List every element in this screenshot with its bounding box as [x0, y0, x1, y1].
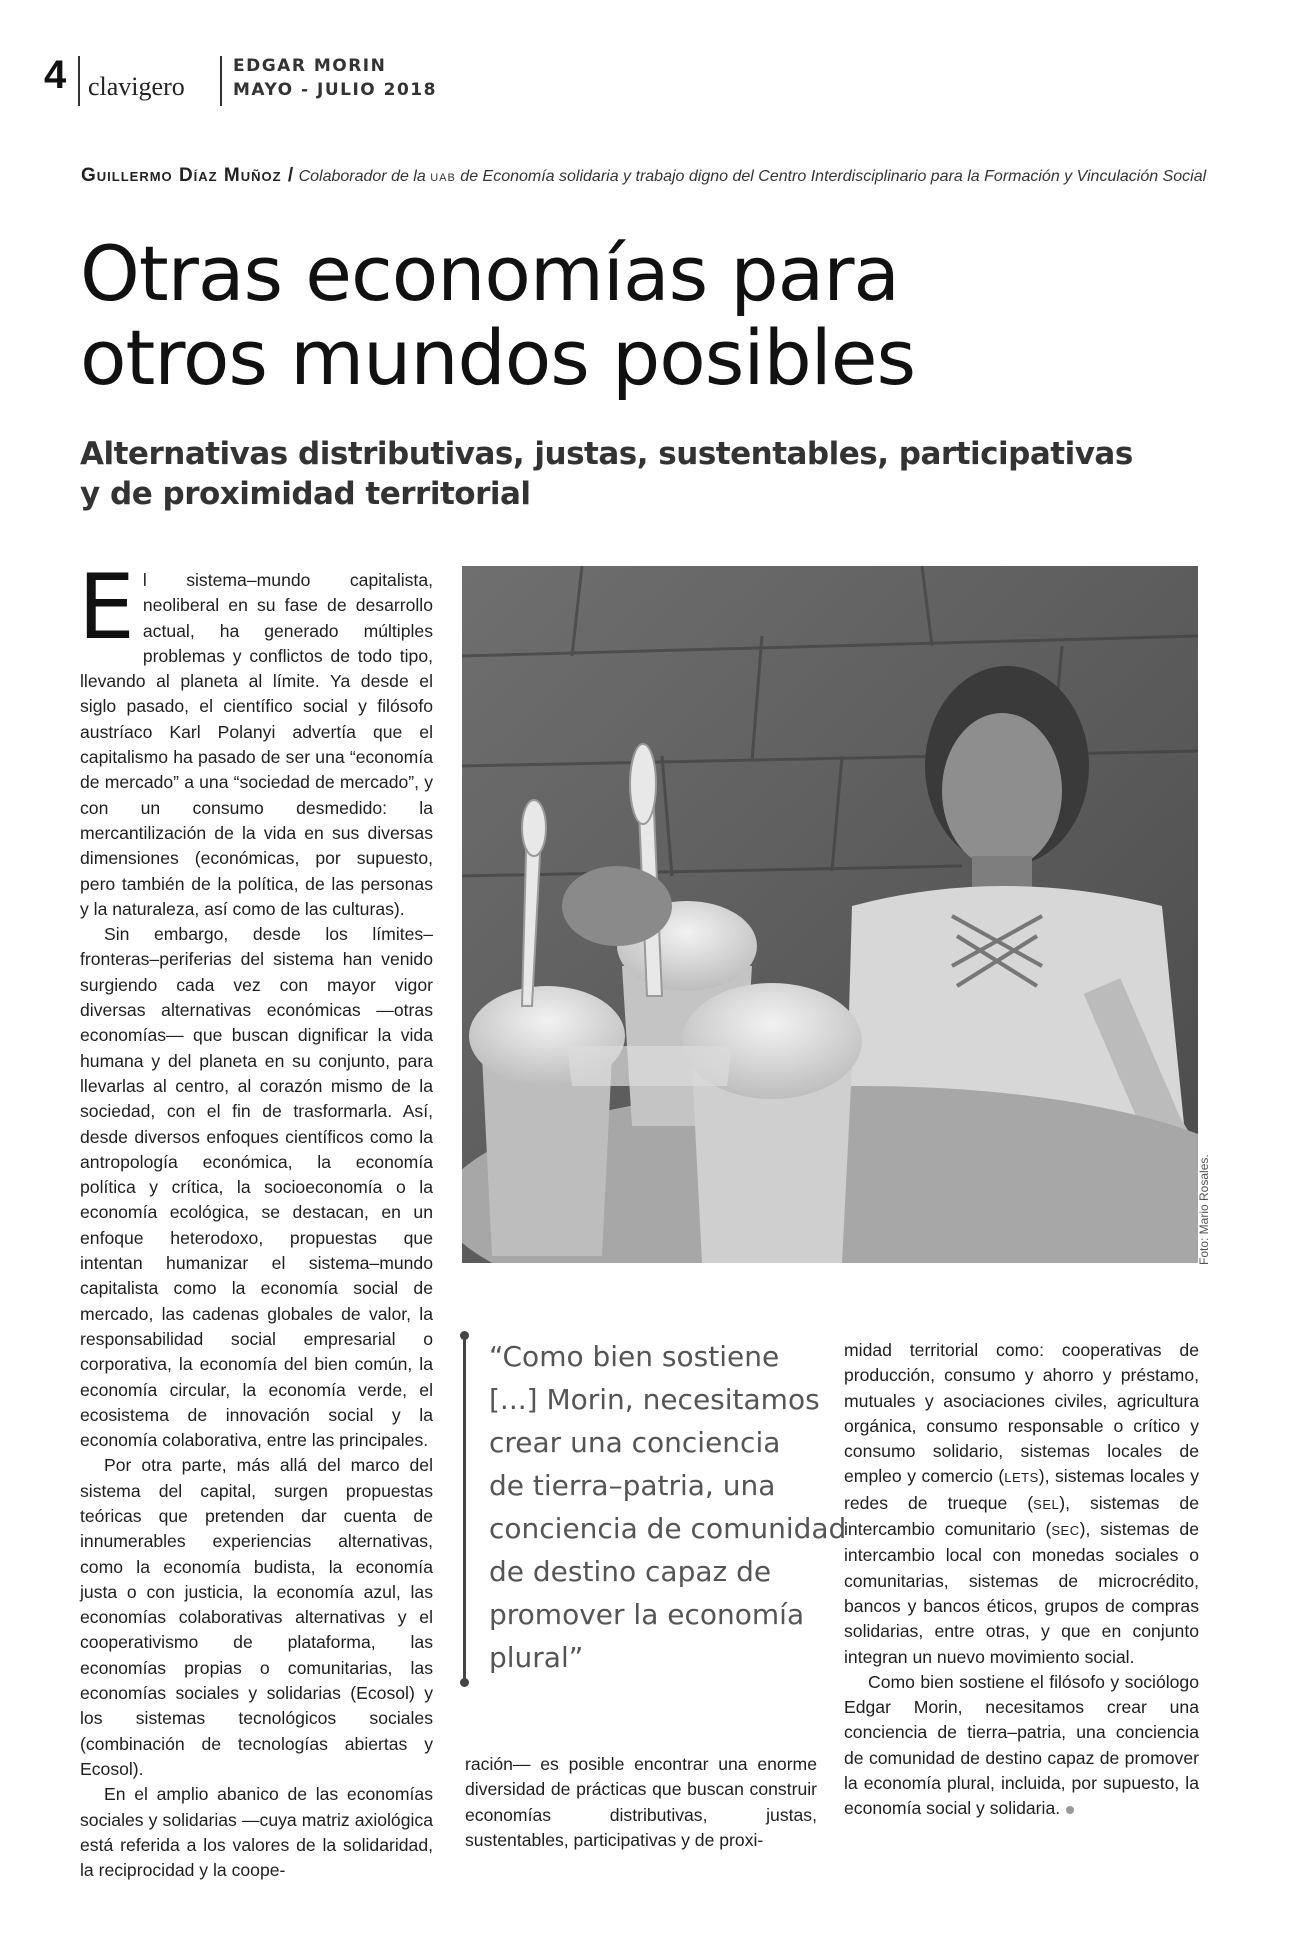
author-name: Guillermo Díaz Muñoz / — [81, 165, 295, 186]
page-number: 4 — [44, 53, 67, 97]
quote-line: conciencia de comunidad — [489, 1512, 847, 1545]
body-column-1 — [78, 555, 433, 1883]
pull-quote — [489, 1335, 847, 1679]
paragraph — [844, 1670, 1199, 1822]
author-role — [299, 168, 1207, 185]
header-divider — [220, 56, 222, 106]
byline — [81, 165, 1211, 189]
paragraph — [78, 555, 433, 922]
paragraph-text: l sistema–mundo capitalista, neoliberal en su fase de desarrollo actual, ha generado múltiples problemas y conflictos de todo tipo, llevando al planeta al límite. Ya desde el siglo pasado, el científico social y filósofo austríaco Karl Polanyi advertía que el capitalismo ha pasado de ser una “economía de mercado” a una “sociedad de mercado”, y con un consumo desmedido: la mercantilización de la vida en sus diversas dimensiones (económicas, por supuesto, pero también de la política, de las personas y la naturaleza, así como de las culturas). — [80, 570, 433, 919]
role-part-1: Colaborador de la — [298, 168, 426, 185]
paragraph-text: ), sistemas de intercambio local con monedas sociales o comunitarias, sistemas de microcrédito, bancos y bancos éticos, grupos de compras solidarias, entre otras, y que en conjunto integran un nuevo movimiento social. — [844, 1519, 1199, 1667]
issue-date: MAYO - JULIO 2018 — [233, 80, 437, 100]
end-of-article-icon — [1066, 1806, 1074, 1814]
subtitle-line-2: y de proximidad territorial — [80, 476, 531, 512]
section-name: EDGAR MORIN — [233, 56, 387, 76]
article-subtitle — [80, 434, 1133, 514]
quote-line: plural” — [489, 1641, 584, 1674]
photo-credit: Foto: Mario Rosales. — [1197, 1154, 1211, 1265]
article-photo — [462, 566, 1198, 1263]
role-part-2: de Economía solidaria y trabajo digno del Centro Interdisciplinario para la Formación y Vinculación Social — [460, 168, 1207, 185]
paragraph: ración— es posible encontrar una enorme diversidad de prácticas que buscan construir economías distributivas, justas, sustentables, participativas y de proxi- — [465, 1754, 817, 1850]
acronym-sel: SEL — [1033, 1496, 1060, 1512]
paragraph-text: midad territorial como: cooperativas de producción, consumo y ahorro y préstamo, mutuales y asociaciones civiles, agricultura orgánica, consumo responsable o crítico y consumo solidario, sistemas locales de empleo y comercio ( — [844, 1340, 1199, 1487]
paragraph: Por otra parte, más allá del marco del sistema del capital, surgen propuestas teóricas que pretenden dar cuenta de innumerables experiencias alternativas, como la economía budista, la economía justa o con justicia, la economía azul, las economías colaborativas alternativas y el cooperativismo de plataforma, las economías propias o comunitarias, las economías sociales y solidarias (Ecosol) y los sistemas tecnológicos sociales (combinación de tecnologías abiertas y Ecosol). — [80, 1455, 433, 1779]
paragraph — [844, 1338, 1199, 1670]
header-divider — [78, 56, 80, 106]
quote-line: “Como bien sostiene — [489, 1340, 780, 1373]
paragraph: En el amplio abanico de las economías sociales y solidarias —cuya matriz axiológica está referida a los valores de la solidaridad, la reciprocidad y la coope- — [80, 1784, 433, 1881]
quote-line: [...] Morin, necesitamos — [489, 1383, 820, 1416]
article-title — [80, 229, 1060, 402]
magazine-name: clavigero — [88, 72, 185, 101]
acronym-lets: LETS — [1004, 1470, 1039, 1486]
quote-bar — [463, 1335, 466, 1683]
paragraph-text: Como bien sostiene el filósofo y sociólogo Edgar Morin, necesitamos crear una conciencia de tierra–patria, una conciencia de comunidad de destino capaz de promover la economía plural, incluida, por supuesto, la economía social y solidaria. — [844, 1671, 1199, 1819]
title-line-1: Otras economías para — [80, 229, 900, 318]
uab-acronym: UAB — [430, 172, 456, 184]
quote-line: de tierra–patria, una — [489, 1469, 776, 1502]
quote-line: promover la economía — [489, 1598, 805, 1631]
quote-line: de destino capaz de — [489, 1555, 772, 1588]
paragraph-text: ), sistemas de intercambio comunitario ( — [844, 1492, 1199, 1540]
title-line-2: otros mundos posibles — [80, 313, 916, 402]
acronym-sec: SEC — [1051, 1523, 1080, 1539]
photo-illustration — [462, 566, 1198, 1263]
drop-cap: E — [78, 555, 135, 660]
body-column-2 — [465, 1752, 817, 1853]
paragraph: Sin embargo, desde los límites–fronteras–periferias del sistema han venido surgiendo cada vez con mayor vigor diversas alternativas económicas —otras economías— que buscan dignificar la vida humana y del planeta en su conjunto, para llevarlas al centro, al corazón mismo de la sociedad, con el fin de trasformarla. Así, desde diversos enfoques científicos como la antropología económica, la economía política y crítica, la socioeconomía o la economía ecológica, se destacan, en un enfoque heterodoxo, propuestas que intentan humanizar el sistema–mundo capitalista como la economía social de mercado, las cadenas globales de valor, la responsabilidad social empresarial o corporativa, la economía del bien común, la economía circular, la economía verde, el ecosistema de innovación social y la economía colaborativa, entre las principales. — [80, 924, 433, 1451]
subtitle-line-1: Alternativas distributivas, justas, sustentables, participativas — [80, 436, 1133, 472]
quote-line: crear una conciencia — [489, 1426, 781, 1459]
issue-info — [233, 54, 437, 102]
body-column-3 — [844, 1338, 1199, 1822]
paragraph-text: ), sistemas locales y redes de trueque ( — [844, 1466, 1199, 1513]
